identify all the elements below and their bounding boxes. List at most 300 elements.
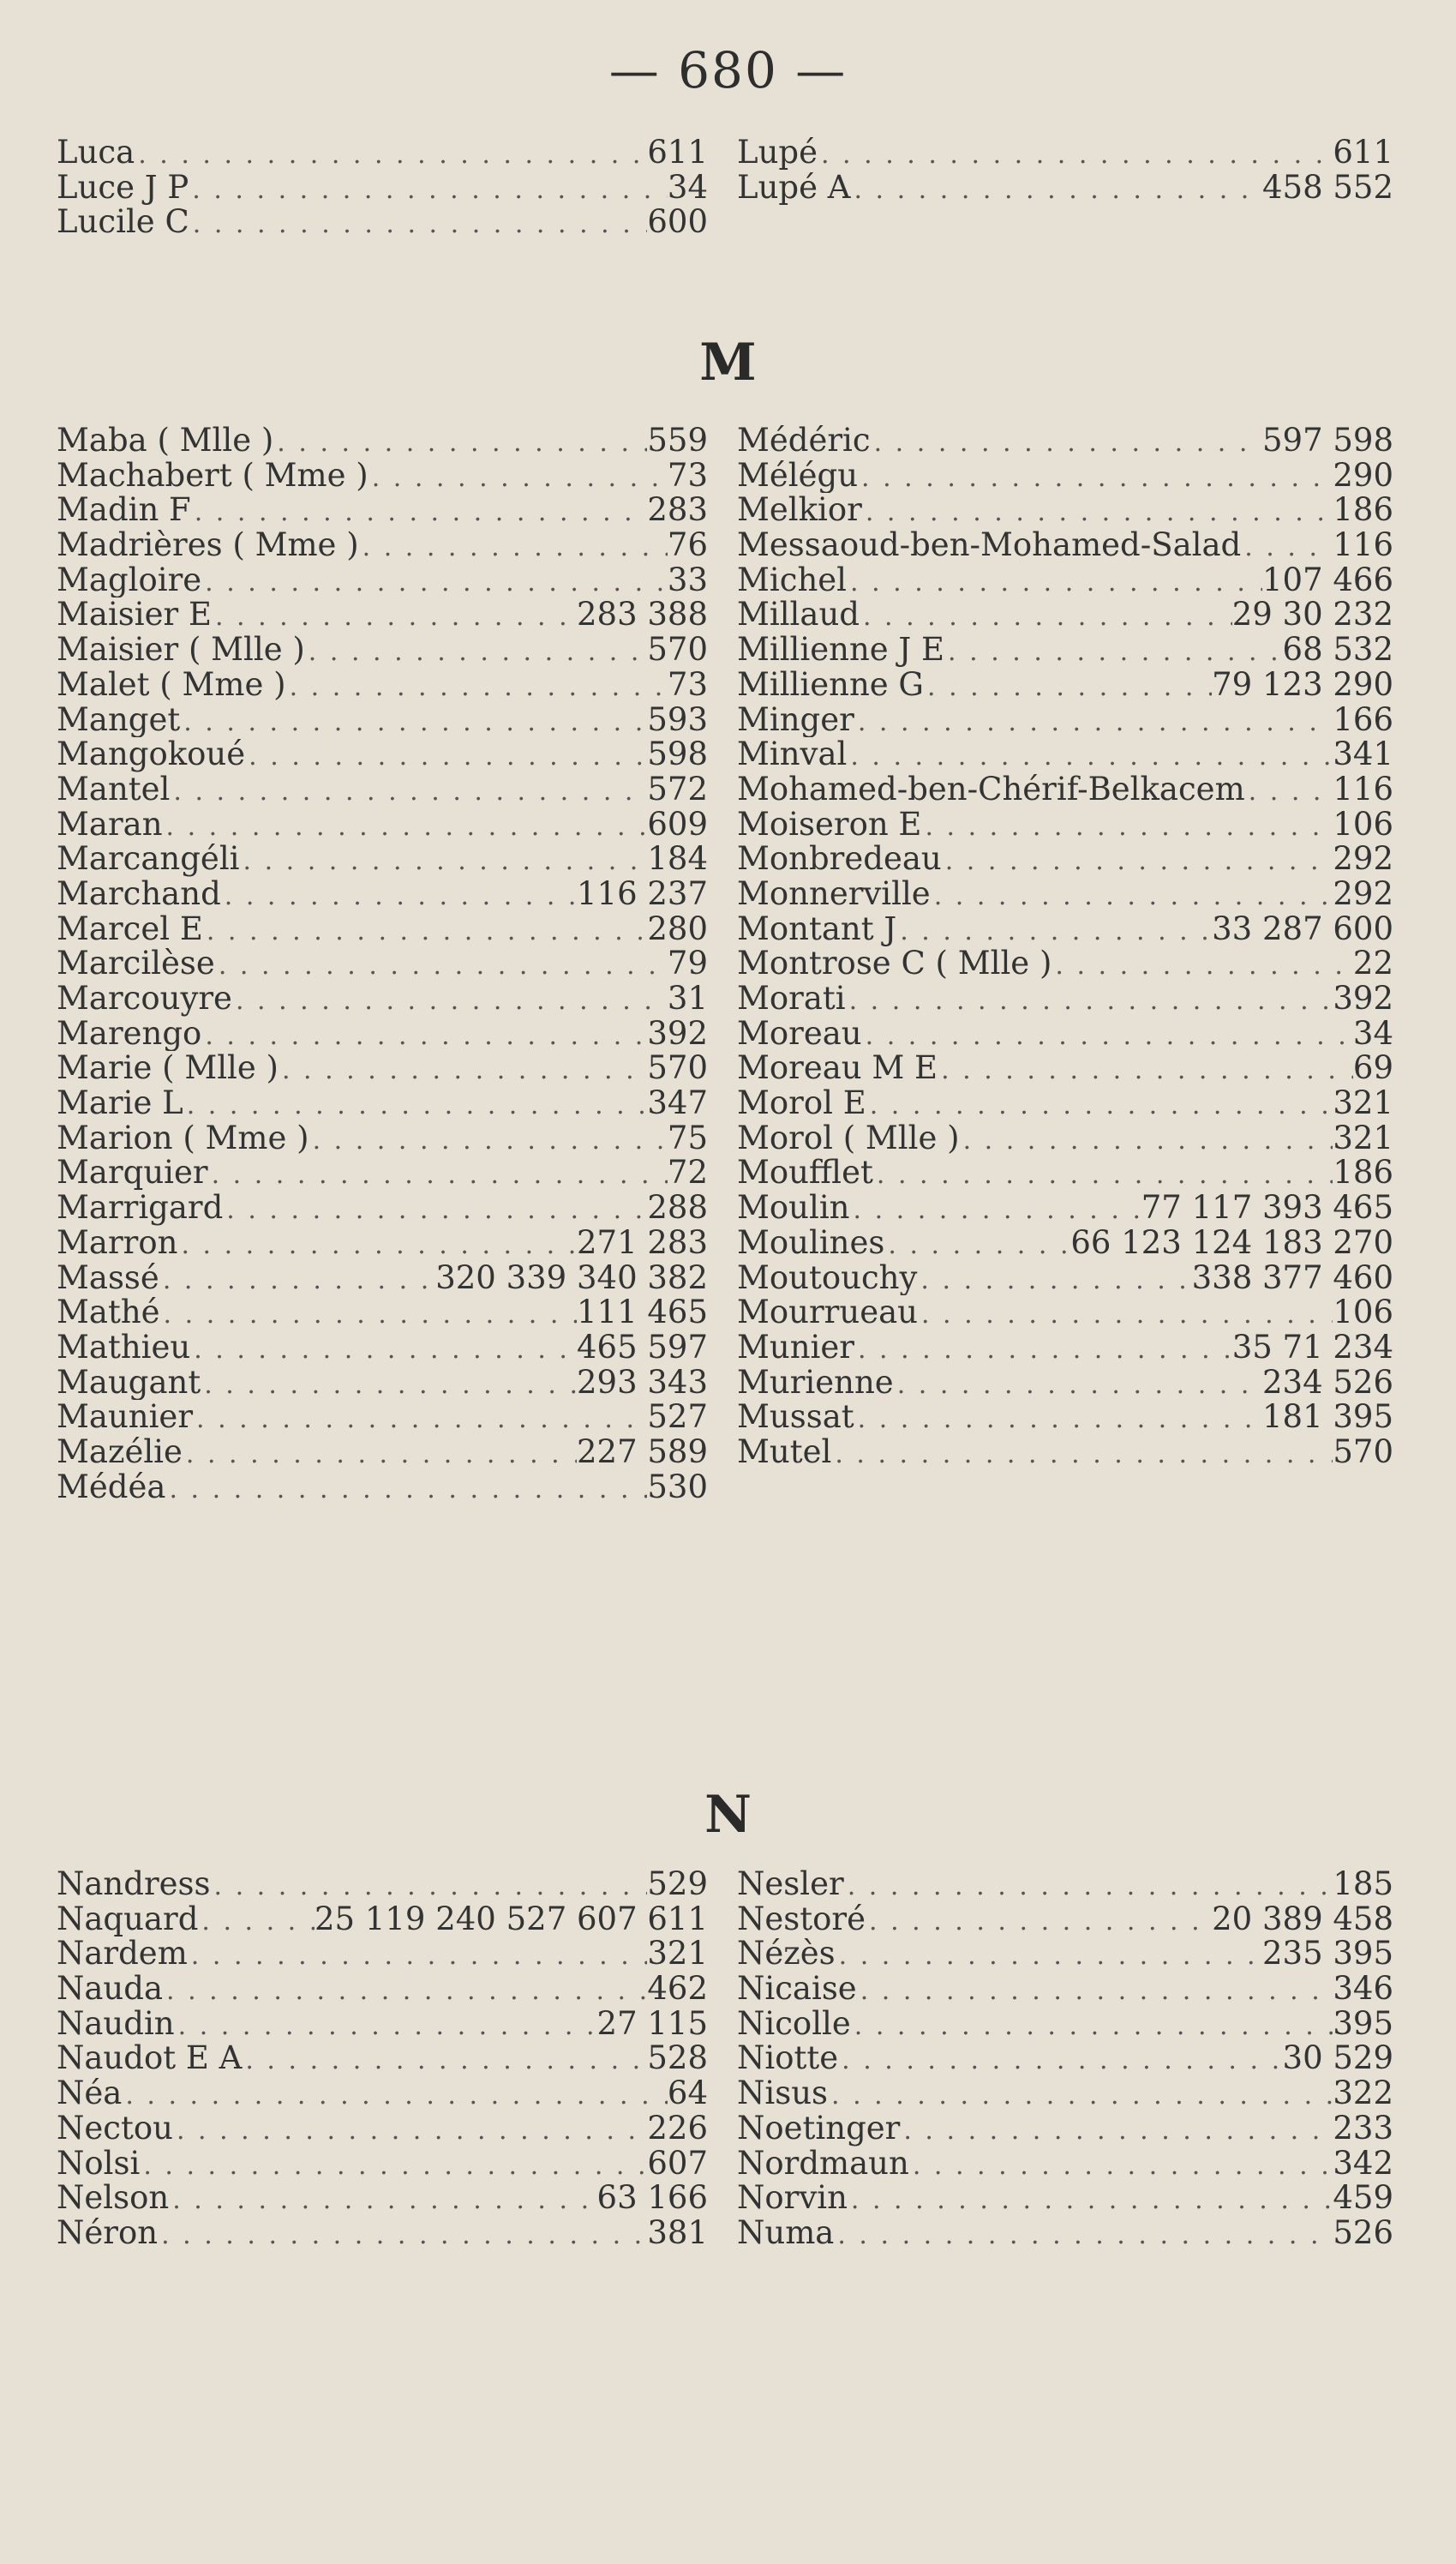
index-entry <box>57 2041 708 2076</box>
entry-pages: 528 <box>647 2041 708 2077</box>
entry-name: Marengo <box>57 1016 202 1052</box>
dot-leader <box>193 1402 647 1435</box>
index-entry <box>737 171 1393 206</box>
index-entry <box>57 1366 708 1401</box>
entry-pages: 66 123 124 183 270 <box>1070 1225 1393 1261</box>
index-entry <box>57 563 708 598</box>
entry-name: Nelson <box>57 2181 170 2216</box>
dot-leader <box>850 1193 1141 1226</box>
index-entry <box>737 563 1393 598</box>
entry-pages: 116 <box>1333 772 1393 808</box>
index-entry <box>57 668 708 703</box>
index-entry <box>737 2111 1393 2147</box>
dot-leader <box>169 2183 596 2216</box>
index-entry <box>57 1191 708 1226</box>
entry-pages: 79 123 290 <box>1212 667 1393 703</box>
index-entry <box>737 423 1393 459</box>
index-entry <box>57 1017 708 1052</box>
entry-name: Marquier <box>57 1156 208 1192</box>
index-entry <box>57 1867 708 1902</box>
entry-name: Montrose C ( Mlle ) <box>737 946 1052 982</box>
dot-leader <box>198 1905 315 1937</box>
index-entry <box>57 1051 708 1086</box>
entry-name: Munier <box>737 1330 854 1366</box>
entry-name: Néron <box>57 2215 159 2251</box>
entry-name: Moutouchy <box>737 1260 918 1296</box>
dot-leader <box>844 1870 1333 1902</box>
entry-pages: 34 <box>1352 1016 1393 1052</box>
dot-leader <box>854 1402 1262 1435</box>
entry-name: Maisier ( Mlle ) <box>57 633 305 668</box>
entry-name: Morol ( Mlle ) <box>737 1120 960 1156</box>
entry-name: Nicaise <box>737 1972 857 2007</box>
index-entry <box>57 459 708 494</box>
entry-pages: 600 <box>647 205 708 241</box>
entry-pages: 458 552 <box>1261 170 1393 206</box>
entry-name: Mussat <box>737 1400 854 1435</box>
entry-name: Nauda <box>57 1972 164 2007</box>
index-entry <box>57 982 708 1017</box>
index-entry <box>57 737 708 772</box>
entry-pages: 79 <box>667 946 708 982</box>
index-entry <box>57 1937 708 1972</box>
dot-leader <box>159 1264 435 1296</box>
dot-leader <box>135 138 647 171</box>
entry-pages: 35 71 234 <box>1231 1330 1393 1366</box>
index-entry <box>57 135 708 171</box>
entry-name: Mantel <box>57 772 171 808</box>
dot-leader <box>203 915 648 947</box>
index-entry <box>737 135 1393 171</box>
entry-pages: 34 <box>667 170 708 206</box>
index-entry <box>737 2181 1393 2216</box>
entry-name: Maran <box>57 807 163 843</box>
dot-leader <box>201 1019 647 1052</box>
entry-name: Melkior <box>737 493 862 529</box>
index-entry <box>737 2147 1393 2182</box>
dot-leader <box>163 810 648 843</box>
dot-leader <box>189 173 668 206</box>
dot-leader <box>1241 531 1333 563</box>
entry-name: Maugant <box>57 1365 201 1401</box>
section-m-left-column <box>57 423 708 1504</box>
entry-pages: 320 339 340 382 <box>435 1260 708 1296</box>
dot-leader <box>232 984 668 1017</box>
entry-pages: 235 395 <box>1261 1937 1393 1973</box>
dot-leader <box>931 880 1333 912</box>
entry-name: Mélégu <box>737 458 859 494</box>
index-entry <box>737 633 1393 668</box>
index-entry <box>737 1017 1393 1052</box>
index-entry <box>737 1191 1393 1226</box>
entry-pages: 116 237 <box>576 876 708 912</box>
index-entry <box>737 1366 1393 1401</box>
entry-pages: 559 <box>647 423 708 459</box>
entry-pages: 72 <box>667 1156 708 1192</box>
entry-pages: 25 119 240 527 607 611 <box>315 1901 708 1937</box>
entry-name: Morati <box>737 982 846 1017</box>
entry-pages: 186 <box>1333 493 1393 529</box>
entry-name: Monnerville <box>737 876 931 912</box>
dot-leader <box>122 2079 668 2111</box>
entry-pages: 233 <box>1333 2111 1393 2147</box>
index-entry <box>57 842 708 877</box>
index-entry <box>737 597 1393 633</box>
entry-pages: 30 529 <box>1282 2041 1393 2077</box>
index-entry <box>57 1226 708 1261</box>
entry-name: Michel <box>737 562 848 598</box>
entry-pages: 341 <box>1333 737 1393 772</box>
entry-name: Madin F <box>57 493 191 529</box>
dot-leader <box>286 670 668 703</box>
index-entry <box>57 2076 708 2111</box>
entry-name: Naudin <box>57 2006 175 2042</box>
entry-pages: 609 <box>647 807 708 843</box>
entry-name: Marchand <box>57 876 221 912</box>
index-entry <box>737 982 1393 1017</box>
entry-pages: 234 526 <box>1261 1365 1393 1401</box>
index-entry <box>737 528 1393 563</box>
index-entry <box>57 1156 708 1191</box>
index-entry <box>737 737 1393 772</box>
entry-pages: 20 389 458 <box>1212 1901 1393 1937</box>
entry-pages: 530 <box>647 1469 708 1505</box>
entry-name: Murienne <box>737 1365 894 1401</box>
index-entry <box>57 2007 708 2042</box>
index-entry <box>737 2041 1393 2076</box>
entry-pages: 68 532 <box>1282 633 1393 668</box>
entry-pages: 33 287 600 <box>1212 911 1393 947</box>
dot-leader <box>140 2149 647 2182</box>
entry-pages: 76 <box>667 528 708 563</box>
dot-leader <box>836 1939 1262 1972</box>
dot-leader <box>917 1264 1191 1296</box>
dot-leader <box>305 635 648 668</box>
entry-name: Minval <box>737 737 848 772</box>
entry-pages: 69 <box>1352 1051 1393 1087</box>
index-entry <box>737 1156 1393 1191</box>
entry-name: Nolsi <box>57 2146 141 2182</box>
dot-leader <box>921 810 1333 843</box>
entry-pages: 381 <box>647 2215 708 2251</box>
entry-name: Massé <box>57 1260 159 1296</box>
dot-leader <box>177 1228 577 1261</box>
dot-leader <box>860 600 1232 633</box>
index-entry <box>57 1121 708 1156</box>
entry-pages: 342 <box>1333 2146 1393 2182</box>
dot-leader <box>854 706 1333 738</box>
dot-leader <box>188 1939 648 1972</box>
entry-pages: 293 343 <box>576 1365 708 1401</box>
entry-pages: 186 <box>1333 1156 1393 1192</box>
entry-name: Nisus <box>737 2076 829 2111</box>
index-entry <box>737 1295 1393 1330</box>
entry-pages: 33 <box>667 562 708 598</box>
section-n-left-column <box>57 1867 708 2251</box>
dot-leader <box>854 1333 1232 1366</box>
entry-pages: 598 <box>647 737 708 772</box>
index-entry <box>57 877 708 912</box>
dot-leader <box>1052 949 1353 982</box>
section-l-left-column <box>57 135 708 240</box>
entry-pages: 593 <box>647 702 708 738</box>
entry-pages: 73 <box>667 667 708 703</box>
entry-name: Numa <box>737 2215 835 2251</box>
entry-name: Nordmaun <box>737 2146 909 2182</box>
dot-leader <box>190 1333 577 1366</box>
entry-name: Minger <box>737 702 854 738</box>
dot-leader <box>846 984 1333 1017</box>
entry-pages: 572 <box>647 772 708 808</box>
dot-leader <box>368 461 668 494</box>
dot-leader <box>175 2009 597 2042</box>
index-entry <box>737 1902 1393 1937</box>
dot-leader <box>818 138 1333 171</box>
dot-leader <box>857 1974 1333 2007</box>
entry-name: Mutel <box>737 1434 832 1470</box>
entry-name: Marcouyre <box>57 982 232 1017</box>
entry-pages: 107 466 <box>1261 562 1393 598</box>
entry-pages: 395 <box>1333 2006 1393 2042</box>
index-entry <box>57 2216 708 2251</box>
dot-leader <box>208 1158 668 1191</box>
index-entry <box>737 946 1393 982</box>
entry-pages: 290 <box>1333 458 1393 494</box>
entry-name: Millaud <box>737 597 860 633</box>
dot-leader <box>201 566 668 598</box>
entry-pages: 64 <box>667 2076 708 2111</box>
entry-name: Norvin <box>737 2181 848 2216</box>
index-entry <box>737 2216 1393 2251</box>
index-entry <box>57 808 708 843</box>
entry-name: Noetinger <box>737 2111 901 2147</box>
entry-pages: 611 <box>647 135 708 171</box>
dot-leader <box>924 670 1212 703</box>
dot-leader <box>215 949 668 982</box>
entry-pages: 271 283 <box>576 1225 708 1261</box>
index-entry <box>737 1121 1393 1156</box>
entry-pages: 597 598 <box>1261 423 1393 459</box>
index-entry <box>737 703 1393 738</box>
entry-pages: 321 <box>647 1937 708 1973</box>
dot-leader <box>894 1368 1262 1401</box>
entry-name: Nézès <box>737 1937 836 1973</box>
entry-name: Maisier E <box>57 597 212 633</box>
dot-leader <box>866 1905 1212 1937</box>
entry-name: Médéric <box>737 423 871 459</box>
index-entry <box>737 1226 1393 1261</box>
entry-name: Moulines <box>737 1225 885 1261</box>
entry-pages: 63 166 <box>596 2181 708 2216</box>
entry-name: Naudot E A <box>57 2041 243 2077</box>
dot-leader <box>273 426 647 459</box>
entry-name: Néa <box>57 2076 123 2111</box>
dot-leader <box>212 600 577 633</box>
entry-name: Marcilèse <box>57 946 215 982</box>
entry-name: Maba ( Mlle ) <box>57 423 274 459</box>
dot-leader <box>884 1228 1070 1261</box>
entry-name: Marcel E <box>57 911 203 947</box>
entry-pages: 116 <box>1333 528 1393 563</box>
entry-pages: 185 <box>1333 1867 1393 1902</box>
dot-leader <box>160 1298 577 1330</box>
entry-name: Marcangéli <box>57 842 240 877</box>
entry-name: Lucile C <box>57 205 189 241</box>
entry-name: Marron <box>57 1225 178 1261</box>
entry-pages: 321 <box>1333 1120 1393 1156</box>
entry-name: Malet ( Mme ) <box>57 667 286 703</box>
entry-pages: 283 <box>647 493 708 529</box>
entry-pages: 106 <box>1333 1295 1393 1330</box>
section-l-right-column <box>737 135 1393 205</box>
index-entry <box>57 493 708 528</box>
index-entry <box>737 493 1393 528</box>
dot-leader <box>223 1193 647 1226</box>
entry-name: Nardem <box>57 1937 188 1973</box>
entry-pages: 73 <box>667 458 708 494</box>
index-entry <box>57 1972 708 2007</box>
index-entry <box>737 1867 1393 1902</box>
section-n-right-column <box>737 1867 1393 2251</box>
index-entry <box>57 528 708 563</box>
entry-name: Lupé <box>737 135 818 171</box>
dot-leader <box>851 2009 1333 2042</box>
dot-leader <box>180 706 647 738</box>
entry-name: Nesler <box>737 1867 844 1902</box>
dot-leader <box>279 1054 647 1086</box>
entry-name: Mangokoué <box>57 737 246 772</box>
entry-name: Maunier <box>57 1400 194 1435</box>
dot-leader <box>873 1158 1333 1191</box>
entry-pages: 22 <box>1352 946 1393 982</box>
index-entry <box>737 877 1393 912</box>
dot-leader <box>942 844 1333 877</box>
entry-pages: 106 <box>1333 807 1393 843</box>
entry-name: Marie ( Mlle ) <box>57 1051 279 1087</box>
entry-pages: 292 <box>1333 876 1393 912</box>
index-entry <box>737 1435 1393 1470</box>
index-entry <box>57 1400 708 1435</box>
dot-leader <box>858 461 1333 494</box>
entry-pages: 570 <box>647 633 708 668</box>
index-entry <box>57 912 708 947</box>
entry-pages: 283 388 <box>576 597 708 633</box>
dot-leader <box>309 1124 668 1156</box>
entry-pages: 322 <box>1333 2076 1393 2111</box>
index-entry <box>57 1261 708 1296</box>
index-entry <box>57 171 708 206</box>
entry-name: Magloire <box>57 562 202 598</box>
index-entry <box>57 1435 708 1470</box>
dot-leader <box>896 915 1212 947</box>
dot-leader <box>359 531 668 563</box>
index-entry <box>57 1470 708 1505</box>
section-letter-n: N <box>704 1785 752 1845</box>
index-entry <box>57 205 708 240</box>
entry-pages: 184 <box>647 842 708 877</box>
index-entry <box>57 2147 708 2182</box>
dot-leader <box>158 2219 647 2251</box>
entry-pages: 75 <box>667 1120 708 1156</box>
index-entry <box>737 1086 1393 1121</box>
index-entry <box>737 1261 1393 1296</box>
entry-name: Moufflet <box>737 1156 873 1192</box>
dot-leader <box>240 844 648 877</box>
entry-name: Moulin <box>737 1191 850 1226</box>
index-entry <box>737 1937 1393 1972</box>
entry-pages: 29 30 232 <box>1231 597 1393 633</box>
index-entry <box>57 1902 708 1937</box>
index-entry <box>737 772 1393 808</box>
entry-name: Mourrueau <box>737 1295 918 1330</box>
dot-leader <box>850 173 1262 206</box>
entry-pages: 166 <box>1333 702 1393 738</box>
entry-pages: 288 <box>647 1191 708 1226</box>
dot-leader <box>900 2114 1333 2147</box>
dot-leader <box>828 2079 1333 2111</box>
entry-name: Madrières ( Mme ) <box>57 528 359 563</box>
dot-leader <box>183 1438 577 1470</box>
dot-leader <box>201 1368 577 1401</box>
dot-leader <box>866 1089 1333 1121</box>
entry-name: Nectou <box>57 2111 173 2147</box>
dot-leader <box>183 1089 648 1121</box>
index-entry <box>737 2007 1393 2042</box>
entry-pages: 459 <box>1333 2181 1393 2216</box>
entry-pages: 570 <box>1333 1434 1393 1470</box>
dot-leader <box>848 2183 1333 2216</box>
entry-name: Marrigard <box>57 1191 224 1226</box>
entry-name: Moreau <box>737 1016 862 1052</box>
index-entry <box>57 633 708 668</box>
dot-leader <box>245 740 647 772</box>
dot-leader <box>944 635 1282 668</box>
entry-name: Nicolle <box>737 2006 851 2042</box>
index-entry <box>737 2076 1393 2111</box>
entry-name: Messaoud-ben-Mohamed-Salad <box>737 528 1242 563</box>
dot-leader <box>862 1019 1353 1052</box>
index-entry <box>57 946 708 982</box>
dot-leader <box>862 495 1333 528</box>
entry-name: Moreau M E <box>737 1051 938 1087</box>
dot-leader <box>173 2114 647 2147</box>
dot-leader <box>838 2044 1282 2076</box>
entry-name: Marie L <box>57 1086 183 1121</box>
entry-pages: 611 <box>1333 135 1393 171</box>
index-entry <box>737 912 1393 947</box>
entry-name: Mathé <box>57 1295 160 1330</box>
entry-pages: 292 <box>1333 842 1393 877</box>
entry-pages: 227 589 <box>576 1434 708 1470</box>
entry-pages: 347 <box>647 1086 708 1121</box>
entry-name: Nandress <box>57 1867 211 1902</box>
entry-pages: 27 115 <box>596 2006 708 2042</box>
entry-name: Mohamed-ben-Chérif-Belkacem <box>737 772 1245 808</box>
entry-name: Manget <box>57 702 181 738</box>
entry-pages: 570 <box>647 1051 708 1087</box>
entry-pages: 181 395 <box>1261 1400 1393 1435</box>
entry-pages: 346 <box>1333 1972 1393 2007</box>
dot-leader <box>871 426 1262 459</box>
entry-pages: 77 117 393 465 <box>1141 1191 1393 1226</box>
entry-name: Morol E <box>737 1086 866 1121</box>
section-letter-m: M <box>699 333 757 393</box>
entry-pages: 527 <box>647 1400 708 1435</box>
entry-name: Marion ( Mme ) <box>57 1120 309 1156</box>
entry-pages: 392 <box>647 1016 708 1052</box>
entry-pages: 529 <box>647 1867 708 1902</box>
entry-name: Mathieu <box>57 1330 191 1366</box>
